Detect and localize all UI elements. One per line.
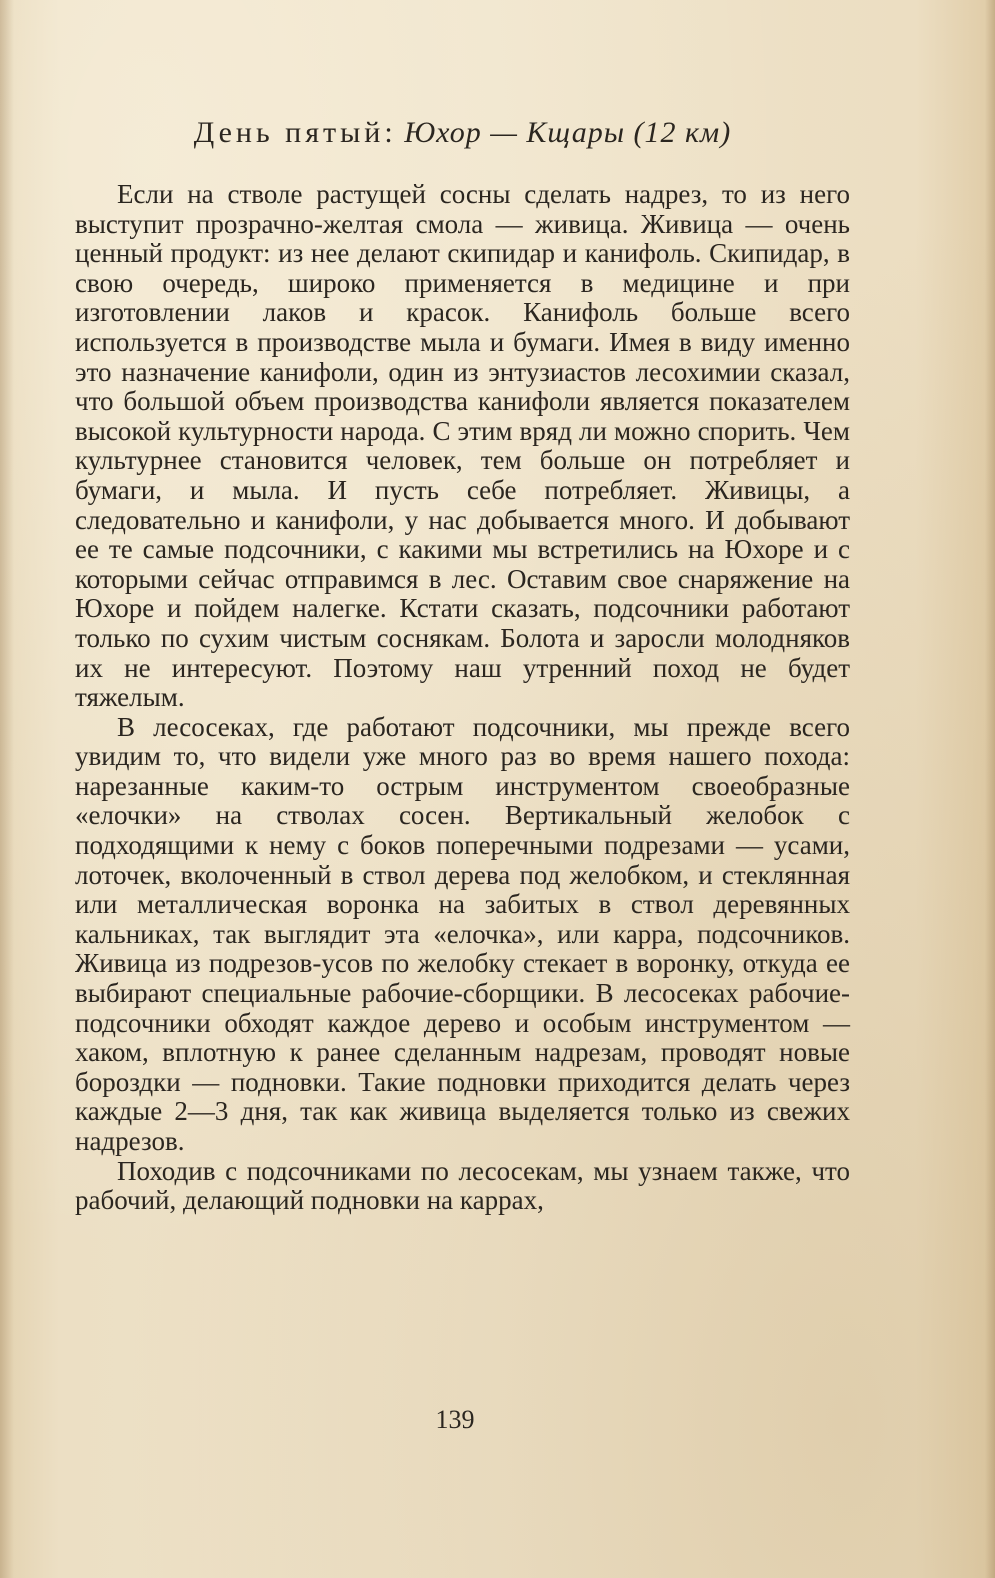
paragraph-2: В лесосеках, где работают подсочники, мы прежде всего увидим то, что видели уже много раз во время нашего похода: нарезанные каким-то острым инструментом своеобразные «елочки» на стволах сосен. Вертикальный желобок с подходящими к нему с боков поперечными подрезами — усами, лоточек, вколоченный в ствол дерева под желобком, и стеклянная или металлическая воронка на забитых в ствол деревянных кальниках, так выглядит эта «елочка», или карра, подсочников. Живица из подрезов-усов по желобку стекает в воронку, откуда ее выбирают специальные рабочие-сборщики. В лесосеках рабочие-подсочники обходят каждое дерево и особым инструментом — хаком, вплотную к ранее сделанным надрезам, проводят новые бороздки — подновки. Такие подновки приходится делать через каждые 2—3 дня, так как живица выделяется только из свежих надрезов. — [75, 711, 850, 1156]
paragraph-1: Если на стволе растущей сосны сделать надрез, то из него выступит прозрачно-желтая смола — живица. Живица — очень ценный продукт: из нее делают скипидар и канифоль. Скипидар, в свою очередь, широко применяется в медицине и при изготовлении лаков и красок. Канифоль больше всего используется в производстве мыла и бумаги. Имея в виду именно это назначение канифоли, один из энтузиастов лесохимии сказал, что большой объем производства канифоли является показателем высокой культурности народа. С этим вряд ли можно спорить. Чем культурнее становится человек, тем больше он потребляет и бумаги, и мыла. И пусть себе потребляет. Живицы, а следовательно и канифоли, у нас добывается много. И добывают ее те самые подсочники, с какими мы встретились на Юхоре и с которыми сейчас отправимся в лес. Оставим свое снаряжение на Юхоре и пойдем налегке. Кстати сказать, подсочники работают только по сухим чистым соснякам. Болота и заросли молодняков их не интересуют. Поэтому наш утренний поход не будет тяжелым. — [75, 179, 850, 713]
page-edge-shadow-left — [0, 0, 14, 1578]
body-text — [75, 180, 850, 1216]
page-number: 139 — [435, 1405, 475, 1434]
paragraph-3: Походив с подсочниками по лесосекам, мы узнаем также, что рабочий, делающий подновки на каррах, — [75, 1155, 850, 1216]
heading-day: День пятый: — [193, 116, 397, 149]
chapter-heading — [0, 116, 925, 150]
heading-route: Юхор — Кщары (12 км) — [404, 116, 732, 149]
page-edge-shadow-right — [985, 0, 995, 1578]
